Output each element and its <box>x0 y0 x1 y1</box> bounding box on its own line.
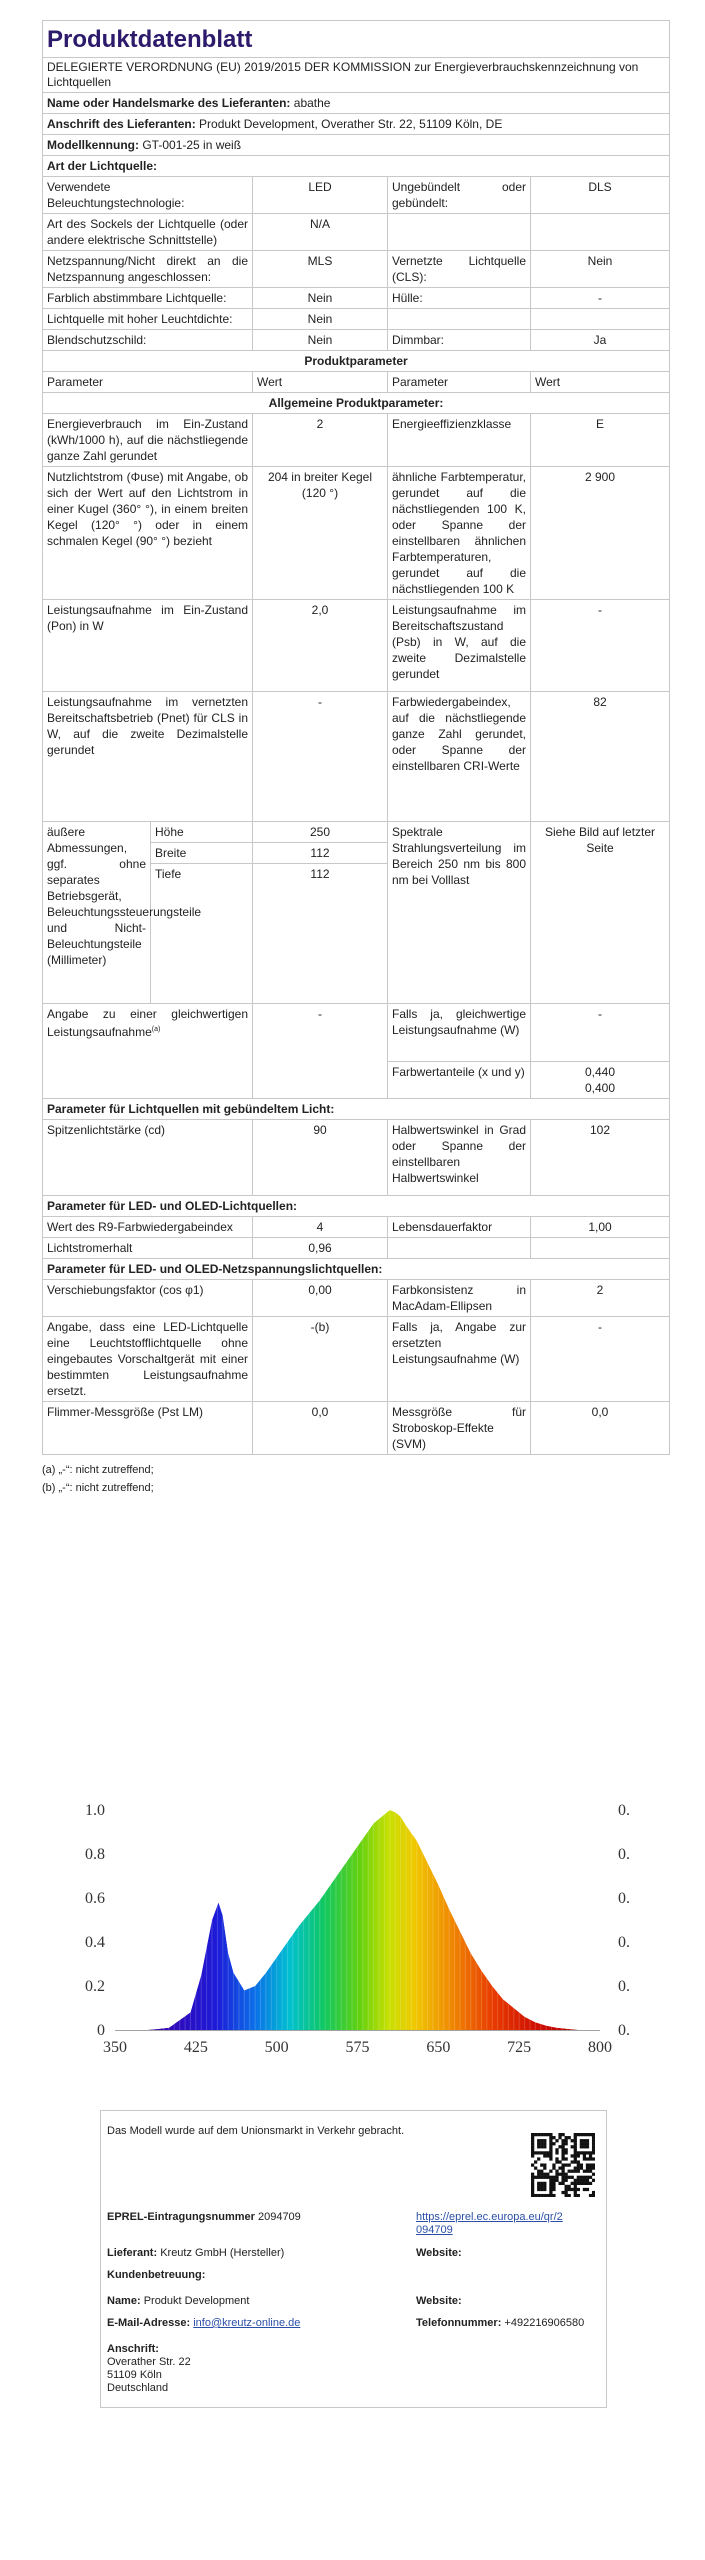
address-value: Produkt Development, Overather Str. 22, 51109 Köln, DE <box>199 117 503 131</box>
right-tick-labels <box>618 1802 630 2039</box>
right-tick-label: 0. <box>618 2022 630 2039</box>
eprel-intro: Das Modell wurde auf dem Unionsmarkt in Verkehr gebracht. <box>107 2125 405 2137</box>
supplier-row: Name oder Handelsmarke des Lieferanten: abathe <box>43 93 670 114</box>
type-row: Blendschutzschild: Nein Dimmbar: Ja <box>43 330 670 351</box>
eprel-reg-label: EPREL-Eintragungsnummer <box>107 2211 255 2223</box>
directional-header: Parameter für Lichtquellen mit gebündeltem Licht: <box>43 1099 670 1120</box>
y-tick-label: 0.2 <box>85 1978 105 1995</box>
x-tick-label: 350 <box>103 2039 127 2056</box>
mains-header: Parameter für LED- und OLED-Netzspannungslichtquellen: <box>43 1259 670 1280</box>
led-row: Lichtstromerhalt 0,96 <box>43 1238 670 1259</box>
general-header: Allgemeine Produktparameter: <box>43 393 670 414</box>
regulation-subtitle: DELEGIERTE VERORDNUNG (EU) 2019/2015 DER KOMMISSION zur Energieverbrauchskennzeichnung von Lichtquellen <box>43 58 670 93</box>
qr-code-icon <box>531 2133 595 2197</box>
chart-area <box>115 1805 600 2030</box>
mains-row: Verschiebungsfaktor (cos φ1) 0,00 Farbkonsistenz in MacAdam-Ellipsen 2 <box>43 1280 670 1317</box>
supplier-value: abathe <box>293 96 331 110</box>
light-type-header: Art der Lichtquelle: <box>43 156 670 177</box>
right-tick-label: 0. <box>618 1802 630 1819</box>
y-tick-label: 0.4 <box>85 1934 105 1951</box>
general-row: Leistungsaufnahme im vernetzten Bereitschaftsbetrieb (Pnet) für CLS in W, auf die zweite Dezimalstelle gerundet - Farbwiedergabeindex, auf die nächstliegende ganze Zahl gerundet, oder Spanne der einstellbaren CRI-Werte 82 <box>43 692 670 822</box>
eprel-link[interactable]: https://eprel.ec.europa.eu/qr/2094709 <box>416 2211 563 2236</box>
x-tick-labels <box>103 2039 612 2056</box>
dimension-row: Tiefe 112 <box>43 864 670 1004</box>
eprel-name-value: Produkt Development <box>143 2295 250 2307</box>
general-row: Energieverbrauch im Ein-Zustand (kWh/1000 h), auf die nächstliegende ganze Zahl gerundet 2 Energieeffizienzklasse E <box>43 414 670 467</box>
address-row: Anschrift des Lieferanten: Produkt Development, Overather Str. 22, 51109 Köln, DE <box>43 114 670 135</box>
model-row: Modellkennung: GT-001-25 in weiß <box>43 135 670 156</box>
eprel-supplier-value: Kreutz GmbH (Hersteller) <box>160 2247 285 2259</box>
y-tick-label: 0 <box>97 2022 105 2039</box>
footnotes <box>42 1461 669 1497</box>
type-row: Farblich abstimmbare Lichtquelle: Nein Hülle: - <box>43 288 670 309</box>
x-tick-label: 575 <box>345 2039 370 2056</box>
mains-row: Flimmer-Messgröße (Pst LM) 0,0 Messgröße für Stroboskop-Effekte (SVM) 0,0 <box>43 1402 670 1455</box>
eprel-reg-value: 2094709 <box>257 2211 301 2223</box>
footnote-a: (a) „-“: nicht zutreffend; <box>42 1464 154 1476</box>
right-tick-label: 0. <box>618 1890 630 1907</box>
right-tick-label: 0. <box>618 1978 630 1995</box>
eprel-card: Das Modell wurde auf dem Unionsmarkt in Verkehr gebracht. EPREL-Eintragungsnummer 2094709 https://eprel.ec.europa.eu/qr/2094709 Lieferant: Kreutz GmbH (Hersteller) Website: Kundenbetreuung: Name: Produkt Development Website: E-Mail-Adresse: info@kreutz-online.de Telefonnummer: +492216906580 Anschrift: Overather Str. 22 51109 Köln Deutschland <box>100 2110 607 2408</box>
right-tick-label: 0. <box>618 1846 630 1863</box>
datasheet <box>42 20 669 1497</box>
footnote-b: (b) „-“: nicht zutreffend; <box>42 1482 154 1494</box>
x-tick-label: 725 <box>507 2039 532 2056</box>
mains-row: Angabe, dass eine LED-Lichtquelle eine Leuchtstofflichtquelle ohne eingebautes Vorschaltgerät mit einer bestimmten Leistungsaufnahme ersetzt. -(b) Falls ja, Angabe zur ersetzten Leistungsaufnahme (W) - <box>43 1317 670 1402</box>
y-tick-labels <box>85 1802 105 2039</box>
dimensions-label: äußere Abmessungen, ggf. ohne separates Betriebsgerät, Beleuchtungssteuerungsteile und Nicht-Beleuchtungsteile (Millimeter) <box>43 822 151 1004</box>
y-tick-label: 0.6 <box>85 1890 105 1907</box>
led-header: Parameter für LED- und OLED-Lichtquellen: <box>43 1196 670 1217</box>
y-tick-label: 0.8 <box>85 1846 105 1863</box>
led-row: Wert des R9-Farbwiedergabeindex 4 Lebensdauerfaktor 1,00 <box>43 1217 670 1238</box>
x-tick-label: 800 <box>588 2039 612 2056</box>
general-row: Nutzlichtstrom (Φuse) mit Angabe, ob sich der Wert auf den Lichtstrom in einer Kugel (360° °), in einem breiten Kegel (120° °) oder in einem schmalen Kegel (90° °) bezieht 204 in breiter Kegel (120 °) ähnliche Farbtemperatur, gerundet auf die nächstliegenden 100 K, oder Spanne der einstellbaren ähnlichen Farbtemperaturen, gerundet auf die nächstliegenden 100 K 2 900 <box>43 467 670 600</box>
product-params-header: Produktparameter <box>43 351 670 372</box>
eprel-address: Anschrift: Overather Str. 22 51109 Köln Deutschland <box>107 2343 191 2394</box>
spectrum-chart <box>40 1790 640 2070</box>
y-tick-label: 1.0 <box>85 1802 105 1819</box>
dimension-row: äußere Abmessungen, ggf. ohne separates Betriebsgerät, Beleuchtungssteuerungsteile und Nicht-Beleuchtungsteile (Millimeter) Höhe 250 Spektrale Strahlungsverteilung im Bereich 250 nm bis 800 nm bei Volllast Siehe Bild auf letzter Seite <box>43 822 670 843</box>
eprel-website2-label: Website: <box>416 2295 462 2307</box>
x-tick-label: 425 <box>183 2039 208 2056</box>
equivalent-row: Angabe zu einer gleichwertigen Leistungsaufnahme$^{(a)}$ - Falls ja, gleichwertige Leistungsaufnahme (W) - <box>43 1004 670 1062</box>
right-tick-label: 0. <box>618 1934 630 1951</box>
general-row: Leistungsaufnahme im Ein-Zustand (Pon) in W 2,0 Leistungsaufnahme im Bereitschaftszustand (Psb) in W, auf die zweite Dezimalstelle gerundet - <box>43 600 670 692</box>
page-title: Produktdatenblatt <box>43 21 670 58</box>
eprel-service-label: Kundenbetreuung: <box>107 2269 206 2281</box>
x-tick-label: 500 <box>264 2039 289 2056</box>
chromaticity-row: Farbwertanteile (x und y) 0,440 0,400 <box>43 1062 670 1099</box>
datasheet-table <box>42 20 670 1455</box>
column-header-row: Parameter Wert Parameter Wert <box>43 372 670 393</box>
directional-row: Spitzenlichtstärke (cd) 90 Halbwertswinkel in Grad oder Spanne der einstellbaren Halbwertswinkel 102 <box>43 1120 670 1196</box>
eprel-email-link[interactable]: info@kreutz-online.de <box>193 2317 301 2329</box>
eprel-phone-value: +492216906580 <box>504 2317 585 2329</box>
dimension-row: Breite 112 <box>43 843 670 864</box>
type-row: Lichtquelle mit hoher Leuchtdichte: Nein <box>43 309 670 330</box>
eprel-website-label: Website: <box>416 2247 462 2259</box>
type-row: Art des Sockels der Lichtquelle (oder andere elektrische Schnittstelle) N/A <box>43 214 670 251</box>
type-row: Verwendete Beleuchtungstechnologie: LED Ungebündelt oder gebündelt: DLS <box>43 177 670 214</box>
type-row: Netzspannung/Nicht direkt an die Netzspannung angeschlossen: MLS Vernetzte Lichtquelle (CLS): Nein <box>43 251 670 288</box>
model-value: GT-001-25 in weiß <box>142 138 242 152</box>
x-tick-label: 650 <box>426 2039 451 2056</box>
